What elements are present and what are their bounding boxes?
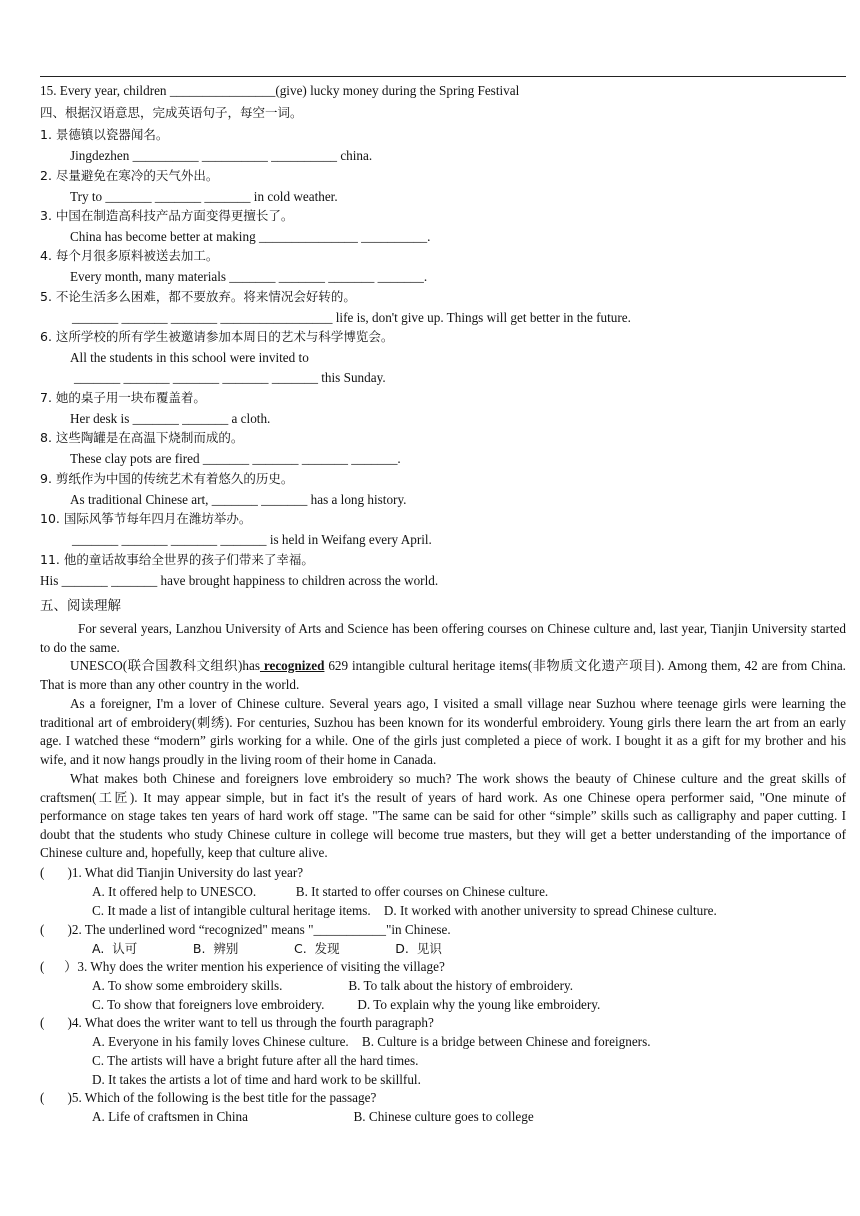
s4-item-7-cn: 7. 她的桌子用一块布覆盖着。 [40, 390, 206, 405]
question-1-stem: ( )1. What did Tianjin University do last year? [40, 865, 304, 880]
s4-item-3-en: China has become better at making _______________ __________. [70, 229, 431, 244]
question-5-stem: ( )5. Which of the following is the best title for the passage? [40, 1090, 377, 1105]
s4-item-5-en: _______ _______ _______ _________________ life is, don't give up. Things will get better in the future. [72, 310, 631, 325]
s4-item-6-en-line2: _______ _______ _______ _______ _______ this Sunday. [74, 370, 386, 385]
passage-paragraph-3: As a foreigner, I'm a lover of Chinese culture. Several years ago, I visited a small village near Suzhou where teenage girls were learning the traditional art of embroidery(刺绣). For centuries, Suzhou has been known for its wonderful embroidery. Young girls there learn the art from an early age. I watched these “modern” girls working for a while. One of the girls just completed a piece of work. I bought it as a gift for my brother and his wife, and it now hangs proudly in the living room of their home in Canada. [40, 696, 846, 767]
s4-item-2-en: Try to _______ _______ _______ in cold weather. [70, 189, 338, 204]
question-15: 15. Every year, children ________________(give) lucky money during the Spring Festival [40, 83, 520, 98]
top-rule [40, 76, 846, 77]
p2-before: UNESCO(联合国教科文组织)has [70, 658, 260, 673]
underlined-word-recognized: recognized [259, 658, 325, 673]
s4-item-1-en: Jingdezhen __________ __________ __________ china. [70, 148, 373, 163]
s4-item-4-cn: 4. 每个月很多原料被送去加工。 [40, 248, 219, 263]
s4-item-5-cn: 5. 不论生活多么困难，都不要放弃。将来情况会好转的。 [40, 289, 356, 304]
s4-item-10-en: _______ _______ _______ _______ is held in Weifang every April. [72, 532, 432, 547]
question-3-stem: ( ）3. Why does the writer mention his experience of visiting the village? [40, 959, 445, 974]
s4-item-6-en: All the students in this school were invited to [70, 350, 309, 365]
section-5-title: 五、阅读理解 [40, 598, 121, 614]
s4-item-4-en: Every month, many materials _______ _______ _______ _______. [70, 269, 428, 284]
question-2-stem: ( )2. The underlined word “recognized" means "___________"in Chinese. [40, 922, 451, 937]
s4-item-6-cn: 6. 这所学校的所有学生被邀请参加本周日的艺术与科学博览会。 [40, 329, 394, 344]
question-4-options-row3: D. It takes the artists a lot of time and hard work to be skillful. [92, 1072, 421, 1087]
passage-paragraph-2 [40, 657, 846, 694]
s4-item-7-en: Her desk is _______ _______ a cloth. [70, 411, 271, 426]
passage-paragraph-4: What makes both Chinese and foreigners love embroidery so much? The work shows the beauty of Chinese culture and the great skills of craftsmen(工匠). It may appear simple, but in fact it's the result of years of hard work. As one Chinese opera performer said, "One minute of performance on stage takes ten years of hard work off stage. "The same can be said for other “simple” skills such as calligraphy and paper cutting. I doubt that the students who study Chinese culture in college will become true masters, but they will get a better understanding of the importance of Chinese culture and, hopefully, keep that culture alive. [40, 771, 846, 861]
question-2-options: A. 认可 B. 辨别 C. 发现 D. 见识 [92, 941, 442, 956]
s4-item-9-cn: 9. 剪纸作为中国的传统艺术有着悠久的历史。 [40, 471, 294, 486]
s4-item-10-cn: 10. 国际风筝节每年四月在潍坊举办。 [40, 511, 252, 526]
s4-item-8-en: These clay pots are fired _______ _______ _______ _______. [70, 451, 401, 466]
s4-item-11-en: His _______ _______ have brought happiness to children across the world. [40, 573, 439, 588]
s4-item-8-cn: 8. 这些陶罐是在高温下烧制而成的。 [40, 430, 244, 445]
s4-item-1-cn: 1. 景德镇以瓷器闻名。 [40, 127, 169, 142]
question-5-options-row1: A. Life of craftsmen in China B. Chinese culture goes to college [92, 1109, 534, 1124]
question-1-options-row1: A. It offered help to UNESCO. B. It started to offer courses on Chinese culture. [92, 884, 549, 899]
p2-after: 629 intangible cultural heritage items(非物质文化遗产项目). Among them, 42 are from China. That is more than any other country in the world. [40, 658, 846, 692]
question-1-options-row2: C. It made a list of intangible cultural heritage items. D. It worked with another university to spread Chinese culture. [92, 903, 717, 918]
section-4-title: 四、根据汉语意思，完成英语句子，每空一词。 [40, 105, 303, 120]
question-4-options-row2: C. The artists will have a bright future after all the hard times. [92, 1053, 419, 1068]
question-4-options-row1: A. Everyone in his family loves Chinese culture. B. Culture is a bridge between Chinese and foreigners. [92, 1034, 651, 1049]
s4-item-9-en: As traditional Chinese art, _______ _______ has a long history. [70, 492, 407, 507]
passage-paragraph-1: For several years, Lanzhou University of Arts and Science has been offering courses on Chinese culture and, last year, Tianjin University started to do the same. [40, 621, 846, 655]
s4-item-2-cn: 2. 尽量避免在寒冷的天气外出。 [40, 168, 219, 183]
s4-item-11-cn: 11. 他的童话故事给全世界的孩子们带来了幸福。 [40, 552, 314, 567]
question-3-options-row1: A. To show some embroidery skills. B. To talk about the history of embroidery. [92, 978, 574, 993]
question-3-options-row2: C. To show that foreigners love embroidery. D. To explain why the young like embroidery. [92, 997, 601, 1012]
question-4-stem: ( )4. What does the writer want to tell us through the fourth paragraph? [40, 1015, 434, 1030]
s4-item-3-cn: 3. 中国在制造高科技产品方面变得更擅长了。 [40, 208, 294, 223]
